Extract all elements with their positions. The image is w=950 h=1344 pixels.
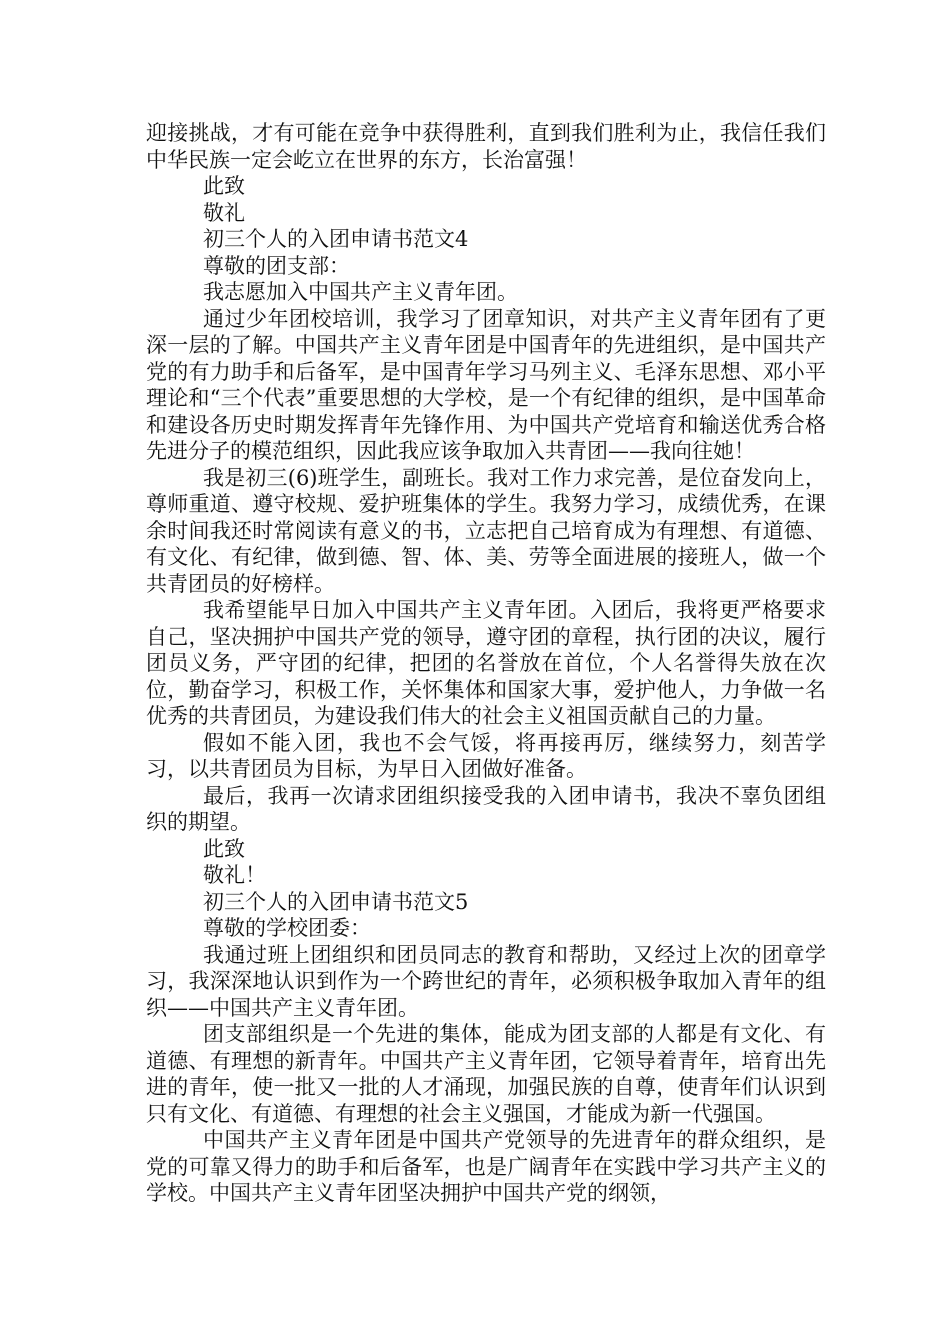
paragraph: 迎接挑战，才有可能在竞争中获得胜利，直到我们胜利为止，我信任我们中华民族一定会屹立在世界的东方，长治富强！ bbox=[146, 121, 826, 172]
paragraph: 我志愿加入中国共产主义青年团。 bbox=[203, 280, 518, 304]
paragraph: 我希望能早日加入中国共产主义青年团。入团后，我将更严格要求自己，坚决拥护中国共产党的领导，遵守团的章程，执行团的决议，履行团员义务，严守团的纪律，把团的名誉放在首位，个人名誉得失放在次位，勤奋学习，积极工作，关怀集体和国家大事，爱护他人，力争做一名优秀的共青团员，为建设我们伟大的社会主义祖国贡献自己的力量。 bbox=[146, 598, 826, 728]
closing-cizhi: 此致 bbox=[203, 174, 245, 198]
document-body bbox=[146, 120, 826, 1207]
paragraph: 通过少年团校培训，我学习了团章知识，对共产主义青年团有了更深一层的了解。中国共产主义青年团是中国青年的先进组织，是中国共产党的有力助手和后备军，是中国青年学习马列主义、毛泽东思想、邓小平理论和“三个代表”重要思想的大学校，是一个有纪律的组织，是中国革命和建设各历史时期发挥青年先锋作用、为中国共产党培育和输送优秀合格先进分子的模范组织，因此我应该争取加入共青团——我向往她！ bbox=[146, 306, 826, 463]
paragraph: 假如不能入团，我也不会气馁，将再接再厉，继续努力，刻苦学习，以共青团员为目标，为早日入团做好准备。 bbox=[146, 730, 826, 781]
section-heading: 初三个人的入团申请书范文5 bbox=[203, 889, 469, 914]
paragraph: 团支部组织是一个先进的集体，能成为团支部的人都是有文化、有道德、有理想的新青年。中国共产主义青年团，它领导着青年，培育出先进的青年，使一批又一批的人才涌现，加强民族的自尊，使青年们认识到只有文化、有道德、有理想的社会主义强国，才能成为新一代强国。 bbox=[146, 1022, 826, 1126]
closing-cizhi: 此致 bbox=[203, 836, 245, 861]
paragraph: 最后，我再一次请求团组织接受我的入团申请书，我决不辜负团组织的期望。 bbox=[146, 783, 826, 834]
salutation: 尊敬的学校团委： bbox=[203, 916, 371, 940]
section-heading: 初三个人的入团申请书范文4 bbox=[203, 227, 469, 251]
paragraph: 我通过班上团组织和团员同志的教育和帮助，又经过上次的团章学习，我深深地认识到作为一个跨世纪的青年，必须积极争取加入青年的组织——中国共产主义青年团。 bbox=[146, 942, 826, 1020]
paragraph: 我是初三(6)班学生，副班长。我对工作力求完善，是位奋发向上，尊师重道、遵守校规、爱护班集体的学生。我努力学习，成绩优秀，在课余时间我还时常阅读有意义的书，立志把自己培育成为有理想、有道德、有文化、有纪律，做到德、智、体、美、劳等全面进展的接班人，做一个共青团员的好榜样。 bbox=[146, 465, 826, 596]
closing-jingli: 敬礼 bbox=[203, 200, 245, 225]
salutation: 尊敬的团支部： bbox=[203, 253, 350, 278]
closing-jingli: 敬礼！ bbox=[203, 863, 266, 887]
paragraph: 中国共产主义青年团是中国共产党领导的先进青年的群众组织，是党的可靠又得力的助手和后备军，也是广阔青年在实践中学习共产主义的学校。中国共产主义青年团坚决拥护中国共产党的纲领， bbox=[146, 1128, 826, 1205]
